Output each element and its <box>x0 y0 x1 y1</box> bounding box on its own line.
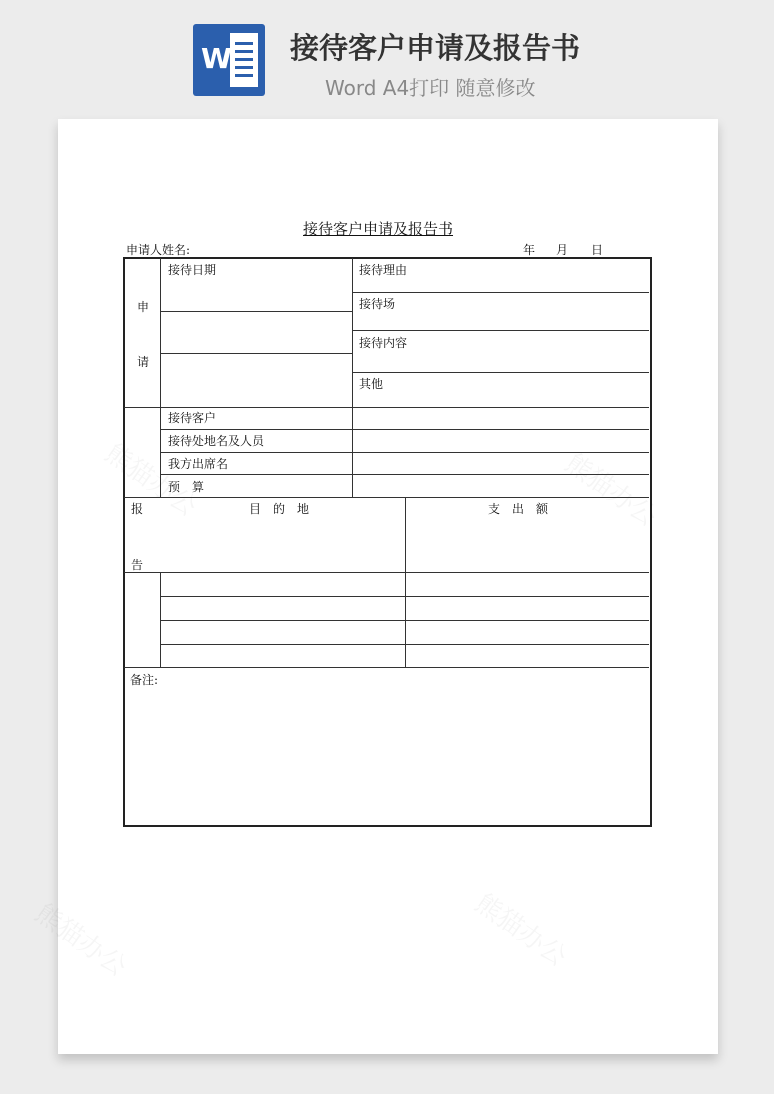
expense-header: 支 出 额 <box>488 502 549 516</box>
date-month-label: 月 <box>556 243 569 257</box>
apply-side-label-1: 申 <box>137 300 150 314</box>
reception-date-label: 接待日期 <box>168 263 217 277</box>
date-day-label: 日 <box>591 243 604 257</box>
reception-venue-label: 接待场 <box>359 297 396 311</box>
other-label: 其他 <box>359 377 384 391</box>
banner-title: 接待客户申请及报告书 <box>290 31 581 65</box>
applicant-name-label: 申请人姓名: <box>126 243 191 257</box>
date-year-label: 年 <box>523 243 536 257</box>
word-icon <box>193 24 265 96</box>
apply-side-label-2: 请 <box>137 355 150 369</box>
reception-reason-label: 接待理由 <box>359 263 408 277</box>
banner-subtitle: Word A4打印 随意修改 <box>325 76 536 100</box>
budget-label: 预 算 <box>168 480 205 494</box>
report-side-label-2: 告 <box>131 558 144 572</box>
reception-content-label: 接待内容 <box>359 336 408 350</box>
remarks-label: 备注: <box>130 673 159 687</box>
document-title: 接待客户申请及报告书 <box>303 220 454 238</box>
banner <box>0 0 774 110</box>
location-staff-label: 接待处地名及人员 <box>168 434 265 448</box>
our-attendees-label: 我方出席名 <box>168 457 229 471</box>
report-side-label-1: 报 <box>131 502 144 516</box>
word-icon-letter: W <box>201 42 232 75</box>
destination-header: 目 的 地 <box>249 502 310 516</box>
guest-label: 接待客户 <box>168 411 217 425</box>
